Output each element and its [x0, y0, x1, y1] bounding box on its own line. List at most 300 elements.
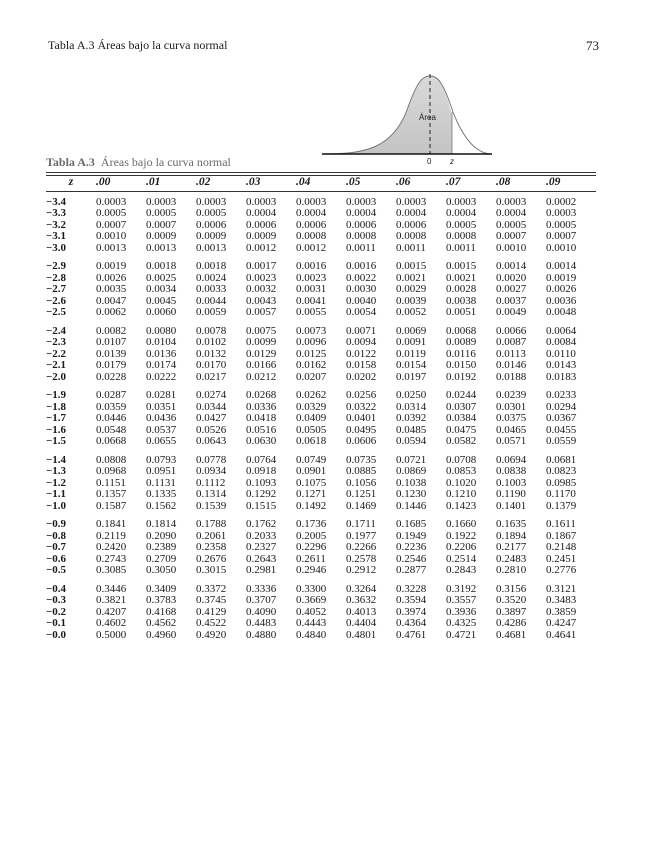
area-value-cell: 0.0066: [496, 324, 527, 337]
table-row: [46, 319, 596, 338]
area-value-cell: 0.0012: [296, 241, 327, 254]
z-value-cell: −2.6: [46, 294, 67, 307]
area-value-cell: 0.0336: [246, 400, 277, 413]
z-value-cell: −1.1: [46, 488, 67, 500]
area-value-cell: 0.0359: [96, 400, 127, 413]
area-value-cell: 0.0068: [446, 324, 477, 337]
table-row: [46, 383, 596, 402]
area-value-cell: 0.1335: [146, 488, 177, 500]
area-value-cell: 0.2810: [496, 564, 527, 576]
area-value-cell: 0.3085: [96, 564, 127, 576]
area-value-cell: 0.3192: [446, 582, 477, 595]
z-value-cell: −0.6: [46, 552, 67, 565]
area-value-cell: 0.1841: [96, 518, 127, 530]
area-value-cell: 0.4522: [196, 617, 227, 629]
area-value-cell: 0.2743: [96, 552, 127, 565]
area-value-cell: 0.4129: [196, 605, 227, 618]
area-value-cell: 0.0655: [146, 435, 177, 447]
area-value-cell: 0.0080: [146, 324, 177, 337]
column-header: .00: [96, 176, 111, 188]
area-value-cell: 0.0197: [396, 370, 427, 383]
area-value-cell: 0.0010: [496, 241, 527, 254]
z-value-cell: −2.5: [46, 306, 67, 318]
area-value-cell: 0.0212: [246, 370, 277, 383]
area-value-cell: 0.0174: [146, 359, 177, 371]
area-value-cell: 0.0019: [546, 271, 577, 284]
area-value-cell: 0.2843: [446, 564, 477, 576]
area-value-cell: 0.0495: [346, 423, 377, 436]
area-value-cell: 0.2981: [246, 564, 277, 576]
area-value-cell: 0.0505: [296, 423, 327, 436]
area-value-cell: 0.0011: [346, 241, 376, 254]
area-value-cell: 0.0004: [496, 207, 527, 219]
column-header: .03: [246, 176, 261, 188]
area-value-cell: 0.1611: [546, 518, 576, 530]
area-value-cell: 0.0041: [296, 294, 327, 307]
area-value-cell: 0.0281: [146, 389, 177, 401]
running-title: Tabla A.3 Áreas bajo la curva normal: [48, 38, 228, 52]
table-row: [46, 630, 596, 642]
area-value-cell: 0.0009: [246, 230, 277, 242]
area-value-cell: 0.0003: [346, 195, 377, 208]
area-value-cell: 0.1170: [546, 488, 576, 500]
z-value-cell: −0.7: [46, 541, 67, 553]
area-value-cell: 0.3409: [146, 582, 177, 595]
area-value-cell: 0.0015: [446, 260, 477, 272]
area-value-cell: 0.0322: [346, 400, 377, 413]
area-value-cell: 0.2578: [346, 552, 377, 565]
column-header: .01: [146, 176, 161, 188]
area-value-cell: 0.4286: [496, 617, 527, 629]
area-value-cell: 0.0005: [196, 207, 227, 219]
area-value-cell: 0.0307: [446, 400, 477, 413]
table-row: [46, 307, 596, 319]
area-value-cell: 0.3936: [446, 605, 477, 618]
area-value-cell: 0.0007: [96, 218, 127, 231]
area-value-cell: 0.0084: [546, 336, 577, 348]
area-value-cell: 0.0005: [96, 207, 127, 219]
area-value-cell: 0.0003: [396, 195, 427, 208]
area-value-cell: 0.2776: [546, 564, 577, 576]
area-value-cell: 0.3594: [396, 594, 427, 606]
area-value-cell: 0.0022: [346, 271, 377, 284]
area-value-cell: 0.0934: [196, 465, 227, 477]
area-value-cell: 0.0005: [446, 218, 477, 231]
column-header: .09: [546, 176, 561, 188]
z-value-cell: −2.1: [46, 359, 67, 371]
area-value-cell: 0.0968: [96, 465, 127, 477]
area-value-cell: 0.1131: [146, 476, 176, 489]
area-value-cell: 0.0301: [496, 400, 527, 413]
area-value-cell: 0.0004: [246, 207, 277, 219]
area-value-cell: 0.0139: [96, 347, 127, 360]
area-value-cell: 0.3483: [546, 594, 577, 606]
area-value-cell: 0.4840: [296, 628, 327, 641]
area-value-cell: 0.3300: [296, 582, 327, 595]
area-value-cell: 0.1922: [446, 529, 477, 542]
table-row: [46, 618, 596, 630]
area-value-cell: 0.0401: [346, 412, 377, 424]
area-value-cell: 0.1469: [346, 499, 377, 512]
table-row: [46, 501, 596, 513]
area-value-cell: 0.3520: [496, 594, 527, 606]
area-value-cell: 0.0708: [446, 453, 477, 466]
z-value-cell: −3.0: [46, 241, 67, 254]
area-value-cell: 0.0110: [546, 347, 576, 360]
area-value-cell: 0.0062: [96, 306, 127, 318]
area-value-cell: 0.0038: [446, 294, 477, 307]
area-value-cell: 0.1949: [396, 529, 427, 542]
area-value-cell: 0.3156: [496, 582, 527, 595]
area-value-cell: 0.0039: [396, 294, 427, 307]
area-value-cell: 0.3264: [346, 582, 377, 595]
area-value-cell: 0.0004: [296, 207, 327, 219]
area-value-cell: 0.0059: [196, 306, 227, 318]
top-rule-1: [46, 172, 596, 173]
area-value-cell: 0.0113: [496, 347, 526, 360]
area-value-cell: 0.0021: [396, 271, 427, 284]
area-value-cell: 0.0031: [296, 283, 327, 295]
area-value-cell: 0.0446: [96, 412, 127, 424]
area-value-cell: 0.0136: [146, 347, 177, 360]
area-value-cell: 0.1038: [396, 476, 427, 489]
area-value-cell: 0.2005: [296, 529, 327, 542]
area-value-cell: 0.0116: [446, 347, 476, 360]
z-value-cell: −3.3: [46, 207, 67, 219]
area-value-cell: 0.4052: [296, 605, 327, 618]
z-value-cell: −1.9: [46, 389, 67, 401]
area-value-cell: 0.0052: [396, 306, 427, 318]
area-value-cell: 0.0239: [496, 389, 527, 401]
area-value-cell: 0.2266: [346, 541, 377, 553]
area-value-cell: 0.0003: [446, 195, 477, 208]
area-value-cell: 0.0294: [546, 400, 577, 413]
area-value-cell: 0.0192: [446, 370, 477, 383]
area-value-cell: 0.0060: [146, 306, 177, 318]
column-header: .02: [196, 176, 211, 188]
area-value-cell: 0.0027: [496, 283, 527, 295]
area-value-cell: 0.3669: [296, 594, 327, 606]
area-value-cell: 0.4641: [546, 628, 577, 641]
area-value-cell: 0.3446: [96, 582, 127, 595]
area-value-cell: 0.0951: [146, 465, 177, 477]
area-value-cell: 0.0021: [446, 271, 477, 284]
area-value-cell: 0.0099: [246, 336, 277, 348]
area-value-cell: 0.0594: [396, 435, 427, 447]
area-value-cell: 0.2420: [96, 541, 127, 553]
z-value-cell: −1.3: [46, 465, 67, 477]
area-value-cell: 0.1711: [346, 518, 376, 530]
area-value-cell: 0.0020: [496, 271, 527, 284]
area-value-cell: 0.0006: [196, 218, 227, 231]
area-value-cell: 0.0005: [496, 218, 527, 231]
area-value-cell: 0.1020: [446, 476, 477, 489]
area-value-cell: 0.0091: [396, 336, 427, 348]
area-value-cell: 0.0043: [246, 294, 277, 307]
area-value-cell: 0.0465: [496, 423, 527, 436]
area-value-cell: 0.4681: [496, 628, 527, 641]
area-value-cell: 0.0073: [296, 324, 327, 337]
header-row: [46, 174, 596, 191]
area-value-cell: 0.2611: [296, 552, 326, 565]
area-value-cell: 0.2877: [396, 564, 427, 576]
area-value-cell: 0.0006: [296, 218, 327, 231]
area-value-cell: 0.0526: [196, 423, 227, 436]
z-value-cell: −2.7: [46, 283, 67, 295]
caption-label: Tabla A.3: [46, 155, 95, 169]
area-value-cell: 0.1762: [246, 518, 277, 530]
area-value-cell: 0.0054: [346, 306, 377, 318]
area-value-cell: 0.0367: [546, 412, 577, 424]
area-value-cell: 0.0089: [446, 336, 477, 348]
area-value-cell: 0.0778: [196, 453, 227, 466]
area-value-cell: 0.0008: [346, 230, 377, 242]
area-value-cell: 0.3974: [396, 605, 427, 618]
area-value-cell: 0.1446: [396, 499, 427, 512]
area-value-cell: 0.1151: [96, 476, 126, 489]
area-value-cell: 0.0170: [196, 359, 227, 371]
area-value-cell: 0.2358: [196, 541, 227, 553]
z-value-cell: −0.4: [46, 582, 67, 595]
area-value-cell: 0.0162: [296, 359, 327, 371]
area-value-cell: 0.2033: [246, 529, 277, 542]
area-value-cell: 0.0008: [396, 230, 427, 242]
axis-zero-label: 0: [427, 157, 432, 165]
area-value-cell: 0.1977: [346, 529, 377, 542]
area-value-cell: 0.1075: [296, 476, 327, 489]
area-value-cell: 0.0034: [146, 283, 177, 295]
area-value-cell: 0.0075: [246, 324, 277, 337]
area-value-cell: 0.0885: [346, 465, 377, 477]
area-value-cell: 0.0055: [296, 306, 327, 318]
area-value-cell: 0.4013: [346, 605, 377, 618]
area-value-cell: 0.0436: [146, 412, 177, 424]
z-value-cell: −0.2: [46, 605, 67, 618]
area-value-cell: 0.1003: [496, 476, 527, 489]
area-value-cell: 0.0143: [546, 359, 577, 371]
area-value-cell: 0.1292: [246, 488, 277, 500]
z-table: [46, 174, 596, 641]
area-value-cell: 0.3897: [496, 605, 527, 618]
area-value-cell: 0.0606: [346, 435, 377, 447]
z-value-cell: −3.4: [46, 195, 67, 208]
area-value-cell: 0.1867: [546, 529, 577, 542]
area-value-cell: 0.0003: [546, 207, 577, 219]
area-value-cell: 0.0025: [146, 271, 177, 284]
area-value-cell: 0.0044: [196, 294, 227, 307]
area-value-cell: 0.0023: [296, 271, 327, 284]
area-value-cell: 0.2061: [196, 529, 227, 542]
area-value-cell: 0.0007: [546, 230, 577, 242]
area-value-cell: 0.0007: [146, 218, 177, 231]
area-value-cell: 0.0207: [296, 370, 327, 383]
area-value-cell: 0.3557: [446, 594, 477, 606]
area-value-cell: 0.0166: [246, 359, 277, 371]
area-value-cell: 0.0010: [96, 230, 127, 242]
table-row: [46, 191, 596, 208]
area-value-cell: 0.0694: [496, 453, 527, 466]
area-value-cell: 0.0013: [146, 241, 177, 254]
area-label: Área: [419, 113, 436, 122]
area-value-cell: 0.0012: [246, 241, 277, 254]
area-value-cell: 0.0901: [296, 465, 327, 477]
area-value-cell: 0.0045: [146, 294, 177, 307]
area-value-cell: 0.1401: [496, 499, 527, 512]
area-value-cell: 0.0071: [346, 324, 377, 337]
z-value-cell: −1.2: [46, 476, 67, 489]
area-value-cell: 0.0838: [496, 465, 527, 477]
table-row: [46, 413, 596, 425]
area-value-cell: 0.0016: [296, 260, 327, 272]
area-value-cell: 0.3745: [196, 594, 227, 606]
area-value-cell: 0.0409: [296, 412, 327, 424]
z-value-cell: −0.8: [46, 529, 67, 542]
area-value-cell: 0.0049: [496, 306, 527, 318]
area-value-cell: 0.4364: [396, 617, 427, 629]
column-header: .05: [346, 176, 361, 188]
caption-text: Áreas bajo la curva normal: [100, 155, 231, 169]
area-value-cell: 0.0764: [246, 453, 277, 466]
column-header: .08: [496, 176, 511, 188]
area-value-cell: 0.4207: [96, 605, 127, 618]
table-row: [46, 436, 596, 448]
z-value-cell: −1.8: [46, 400, 67, 413]
z-value-cell: −2.2: [46, 347, 67, 360]
table-row: [46, 243, 596, 255]
area-value-cell: 0.0384: [446, 412, 477, 424]
table-row: [46, 577, 596, 596]
area-value-cell: 0.0003: [496, 195, 527, 208]
area-value-cell: 0.3015: [196, 564, 227, 576]
area-value-cell: 0.0003: [246, 195, 277, 208]
area-value-cell: 0.1685: [396, 518, 427, 530]
area-value-cell: 0.0351: [146, 400, 177, 413]
area-value-cell: 0.0026: [546, 283, 577, 295]
area-value-cell: 0.2709: [146, 552, 177, 565]
area-value-cell: 0.0015: [396, 260, 427, 272]
area-value-cell: 0.0392: [396, 412, 427, 424]
area-value-cell: 0.0096: [296, 336, 327, 348]
area-value-cell: 0.0146: [496, 359, 527, 371]
area-value-cell: 0.0582: [446, 435, 477, 447]
area-value-cell: 0.0202: [346, 370, 377, 383]
area-value-cell: 0.0643: [196, 435, 227, 447]
z-value-cell: −3.1: [46, 230, 67, 242]
area-value-cell: 0.0082: [96, 324, 127, 337]
table-row: [46, 372, 596, 384]
area-value-cell: 0.3707: [246, 594, 277, 606]
area-value-cell: 0.0048: [546, 306, 577, 318]
table-row: [46, 565, 596, 577]
area-value-cell: 0.0559: [546, 435, 577, 447]
area-value-cell: 0.0014: [496, 260, 527, 272]
area-value-cell: 0.0853: [446, 465, 477, 477]
area-value-cell: 0.0150: [446, 359, 477, 371]
table-row: [46, 337, 596, 349]
area-value-cell: 0.0274: [196, 389, 227, 401]
area-value-cell: 0.0985: [546, 476, 577, 489]
area-value-cell: 0.0102: [196, 336, 227, 348]
z-value-cell: −2.4: [46, 324, 67, 337]
area-value-cell: 0.0018: [196, 260, 227, 272]
area-value-cell: 0.0024: [196, 271, 227, 284]
area-value-cell: 0.1190: [496, 488, 526, 500]
area-value-cell: 0.0064: [546, 324, 577, 337]
area-value-cell: 0.2483: [496, 552, 527, 565]
column-header-z: z: [68, 176, 74, 188]
area-value-cell: 0.3632: [346, 594, 377, 606]
z-value-cell: −2.8: [46, 271, 67, 284]
area-value-cell: 0.0183: [546, 370, 577, 383]
area-value-cell: 0.2912: [346, 564, 377, 576]
table-row: [46, 208, 596, 220]
table-row: [46, 542, 596, 554]
area-value-cell: 0.0735: [346, 453, 377, 466]
area-value-cell: 0.0721: [396, 453, 427, 466]
area-value-cell: 0.4483: [246, 617, 277, 629]
area-value-cell: 0.2546: [396, 552, 427, 565]
table-caption: [46, 155, 231, 170]
area-value-cell: 0.2296: [296, 541, 327, 553]
area-value-cell: 0.0475: [446, 423, 477, 436]
z-value-cell: −1.0: [46, 499, 67, 512]
area-value-cell: 0.0548: [96, 423, 127, 436]
area-value-cell: 0.4247: [546, 617, 577, 629]
column-header: .06: [396, 176, 411, 188]
area-value-cell: 0.0008: [296, 230, 327, 242]
area-value-cell: 0.4404: [346, 617, 377, 629]
area-value-cell: 0.3121: [546, 582, 577, 595]
area-value-cell: 0.1814: [146, 518, 177, 530]
area-value-cell: 0.4960: [146, 628, 177, 641]
area-value-cell: 0.4761: [396, 628, 427, 641]
area-value-cell: 0.0069: [396, 324, 427, 337]
area-value-cell: 0.0154: [396, 359, 427, 371]
area-value-cell: 0.1056: [346, 476, 377, 489]
area-value-cell: 0.2206: [446, 541, 477, 553]
z-value-cell: −1.7: [46, 412, 67, 424]
area-value-cell: 0.4801: [346, 628, 377, 641]
area-value-cell: 0.2451: [546, 552, 577, 565]
area-value-cell: 0.0344: [196, 400, 227, 413]
area-value-cell: 0.0087: [496, 336, 527, 348]
area-value-cell: 0.0455: [546, 423, 577, 436]
area-value-cell: 0.0132: [196, 347, 227, 360]
area-value-cell: 0.0026: [96, 271, 127, 284]
area-value-cell: 0.0016: [346, 260, 377, 272]
area-value-cell: 0.0869: [396, 465, 427, 477]
z-value-cell: −0.5: [46, 564, 67, 576]
area-value-cell: 0.2148: [546, 541, 577, 553]
area-value-cell: 0.0009: [146, 230, 177, 242]
area-value-cell: 0.0035: [96, 283, 127, 295]
area-value-cell: 0.4325: [446, 617, 477, 629]
area-value-cell: 0.0256: [346, 389, 377, 401]
area-value-cell: 0.0014: [546, 260, 577, 272]
table-row: [46, 284, 596, 296]
area-value-cell: 0.3783: [146, 594, 177, 606]
area-value-cell: 0.4168: [146, 605, 177, 618]
area-value-cell: 0.0004: [396, 207, 427, 219]
area-value-cell: 0.0749: [296, 453, 327, 466]
area-value-cell: 0.0033: [196, 283, 227, 295]
area-value-cell: 0.0007: [496, 230, 527, 242]
area-value-cell: 0.0006: [396, 218, 427, 231]
area-value-cell: 0.2090: [146, 529, 177, 542]
area-value-cell: 0.0516: [246, 423, 277, 436]
area-value-cell: 0.0040: [346, 294, 377, 307]
area-value-cell: 0.0918: [246, 465, 277, 477]
